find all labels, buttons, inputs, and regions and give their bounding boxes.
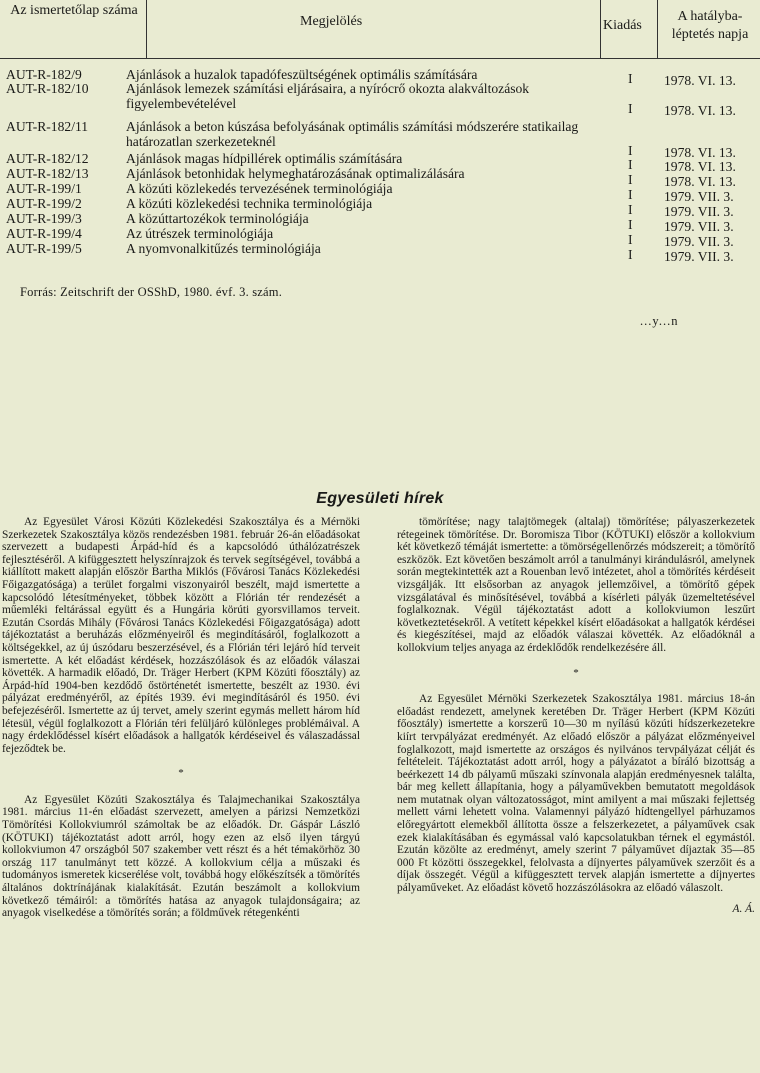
standard-code: AUT-R-182/12	[6, 151, 89, 166]
header-issue: Kiadás	[603, 18, 642, 33]
paragraph: Az Egyesület Mérnöki Szerkezetek Szakosztálya 1981. március 18-án előadást rendezett, amelynek keretében Dr. Träger Herbert (KPM Közúti főosztály) ismertette a korszerű 10—30 m nyílású közúti hídszerkezetekre kiírt tervpályázat eredményét. Az előadó először a pályázat előzményeivel foglalkozott, majd ismertette az országos és nyilvános tervpályázat célját és feltételeit. Tájékoztatást adott arról, hogy a pályázatot a bíráló bizottság a beérkezett 14 db pályamű műszaki színvonala alapján eredményesnek találta, bár meg kellett állapítania, hogy a pályaművekben bemutatott megoldások nem mutatnak olyan változatosságot, mint amilyent a mai műszaki fejlettség mellett várni lehetett volna. Valamennyi pályázó hídtengellyel párhuzamos előregyártott elemekből állította össze a felszerkezetet, a pályaművek csak ezek kialakításában és egymással való kapcsolatukban térnek el egymástól. Ezután közölte az eredményt, amely szerint 7 pályaművet díjaztak 35—85 000 Ft közötti összegekkel, felolvasta a díjnyertes pályaművek szerzőit és a díjak összegét. Végül a kifüggesztett tervek alapján ismertette a díjnyertes pályaműveket. Az előadást követő hozzászólásokra az előadó válaszolt.	[397, 693, 755, 895]
standard-code: AUT-R-182/9	[6, 67, 82, 82]
article-column-right	[397, 516, 755, 915]
standard-date: 1979. VII. 3.	[664, 234, 734, 249]
standard-code: AUT-R-199/1	[6, 181, 82, 196]
column-divider	[657, 0, 658, 58]
section-separator: *	[178, 767, 184, 780]
standard-issue: I	[628, 187, 633, 202]
article-title: Egyesületi hírek	[316, 490, 444, 507]
standard-date: 1979. VII. 3.	[664, 204, 734, 219]
standard-title: A közúti közlekedés tervezésének terminológiája	[126, 181, 393, 196]
standard-title: Ajánlások a beton kúszása befolyásának optimális számítási módszerére statikailag határozatlan szerkezeteknél	[126, 119, 579, 149]
standard-date: 1979. VII. 3.	[664, 219, 734, 234]
standard-code: AUT-R-182/10	[6, 81, 89, 96]
standard-code: AUT-R-199/4	[6, 226, 82, 241]
section-separator: *	[573, 666, 579, 679]
standard-date: 1978. VI. 13.	[664, 174, 736, 189]
standard-date: 1978. VI. 13.	[664, 73, 736, 88]
paragraph: Az Egyesület Városi Közúti Közlekedési Szakosztálya és a Mérnöki Szerkezetek Szakosztálya közös rendezésben 1981. február 26-án előadásokat szervezett a budapesti Árpád-híd és a kapcsolódó úthálózatrészek fejlesztéséről. A kifüggesztett helyszínrajzok és tervek segítségével, továbbá a kiállított makett alapján először Bartha Miklós (Fővárosi Tanács Közlekedési Főigazgatósága) a terület forgalmi viszonyairól beszélt, majd ismertette a kapcsolódó létesítményeket, többek között a Flórián tér rendezését a műemléki feltárással együtt és a Hungária körúti gyorsvillamos terveit. Ezután Csordás Mihály (Fővárosi Tanács Közlekedési Főigazgatósága) adott tájékoztatást a beruházás előzményeiről és megindításáról, foglalkozott a költségekkel, az új úszódaru beszerzésével, és a Flórián téri lejáró híd terveit ismertette. A két előadást kérdések, hozzászólások és az előadók válaszai követték. A harmadik előadó, Dr. Träger Herbert (KPM Közúti főosztály) az Árpád-híd 1904-ben kezdődő őstörténetét ismertette, beszélt az 1930. évi pályázat eredményéről, az építés 1939. évi megindításáról és 1950. évi befejezéséről. Ismertette az új tervet, amely szerint egymás mellett három híd létesül, végül foglalkozott a Flórián téri felüljáró különleges problémáival. A nagy érdeklődéssel kísért előadások a hallgatók kérdéseivel és válaszadással fejeződtek be.	[2, 516, 360, 755]
table-source-note: Forrás: Zeitschrift der OSShD, 1980. évf. 3. szám.	[20, 285, 283, 299]
standard-date: 1978. VI. 13.	[664, 145, 736, 160]
paragraph: tömörítése; nagy talajtömegek (altalaj) tömörítése; pályaszerkezetek rétegeinek tömörítése. Dr. Boromisza Tibor (KÖTUKI) először a kollokvium két következő témáját ismertette: a tömörségellenőrzés módszereit; a tömörítő eszközök. Ezt követően beszámolt arról a tanulmányi kirándulásról, amelynek során megtekintették azt a Rouenban levő intézetet, ahol a tömörítés kérdéseit vizsgálják. Itt elsősorban az anyagok jellemzőivel, a tömörítő gépek vizsgálatával és minősítésével, továbbá a kísérleti pályák üzemeltetésével foglalkoznak. Végül tájékoztatást adott a kollokviumon leszűrt következtetésekről. A vetített képekkel kísért előadásokat a hallgatók kérdései és kiegészítései, majd az előadók válaszai követték. Az előadóknál a kollokvium teljes anyaga az érdeklődők rendelkezésére áll.	[397, 516, 755, 654]
standard-date: 1978. VI. 13.	[664, 159, 736, 174]
standard-title: Ajánlások lemezek számítási eljárásaira, a nyírócrő okozta alakváltozások figyelembevételével	[126, 81, 530, 111]
author-initials: ...y...n	[640, 314, 679, 328]
standard-code: AUT-R-182/13	[6, 166, 89, 181]
standard-issue: I	[628, 232, 633, 247]
standard-issue: I	[628, 101, 633, 116]
column-divider	[600, 0, 601, 58]
standard-issue: I	[628, 71, 633, 86]
standard-title: Ajánlások a huzalok tapadófeszültségének optimális számítására	[126, 67, 478, 82]
standard-code: AUT-R-182/11	[6, 119, 89, 134]
header-effective-date: A hatályba-léptetés napja	[671, 9, 749, 42]
header-number: Az ismertetőlap száma	[10, 3, 138, 18]
standard-title: Az útrészek terminológiája	[126, 226, 274, 241]
standard-issue: I	[628, 217, 633, 232]
standard-date: 1978. VI. 13.	[664, 103, 736, 118]
standard-issue: I	[628, 157, 633, 172]
standard-code: AUT-R-199/2	[6, 196, 82, 211]
standard-title: A közúti közlekedési technika terminológiája	[126, 196, 373, 211]
standard-issue: I	[628, 143, 633, 158]
standard-issue: I	[628, 172, 633, 187]
article-signature: A. Á.	[732, 902, 755, 915]
standard-date: 1979. VII. 3.	[664, 249, 734, 264]
column-divider	[146, 0, 147, 58]
standard-issue: I	[628, 247, 633, 262]
standard-code: AUT-R-199/5	[6, 241, 82, 256]
article-column-left	[2, 516, 360, 920]
paragraph: Az Egyesület Közúti Szakosztálya és Talajmechanikai Szakosztálya 1981. március 11-én előadást szervezett, amelyen a párizsi Nemzetközi Tömörítési Kollokviumról számoltak be az előadók. Dr. Gáspár László (KÖTUKI) tájékoztatást adott arról, hogy ezen az első ilyen tárgyú kollokviumon 47 országból 507 szakember vett részt és a hét témakörhöz 30 ország 117 tanulmányt tett közzé. A kollokvium célja a műszaki és tudományos ismeretek kicserélése volt, továbbá hogy előkészítsék a tömörítés általános doktrínájának kialakítását. Ezután beszámolt a kollokvium következő témáiról: a tömörítés hatása az anyagok tulajdonságaira; az anyagok viselkedése a tömörítés során; a földművek rétegenkénti	[2, 793, 360, 920]
table-header	[0, 0, 760, 59]
standard-title: A nyomvonalkitűzés terminológiája	[126, 241, 321, 256]
header-designation: Megjelölés	[300, 14, 363, 29]
standard-title: Ajánlások magas hídpillérek optimális számítására	[126, 151, 403, 166]
standard-code: AUT-R-199/3	[6, 211, 82, 226]
standard-issue: I	[628, 202, 633, 217]
standard-title: Ajánlások betonhidak helymeghatározásának optimalizálására	[126, 166, 465, 181]
standard-date: 1979. VII. 3.	[664, 189, 734, 204]
standard-title: A közúttartozékok terminológiája	[126, 211, 309, 226]
